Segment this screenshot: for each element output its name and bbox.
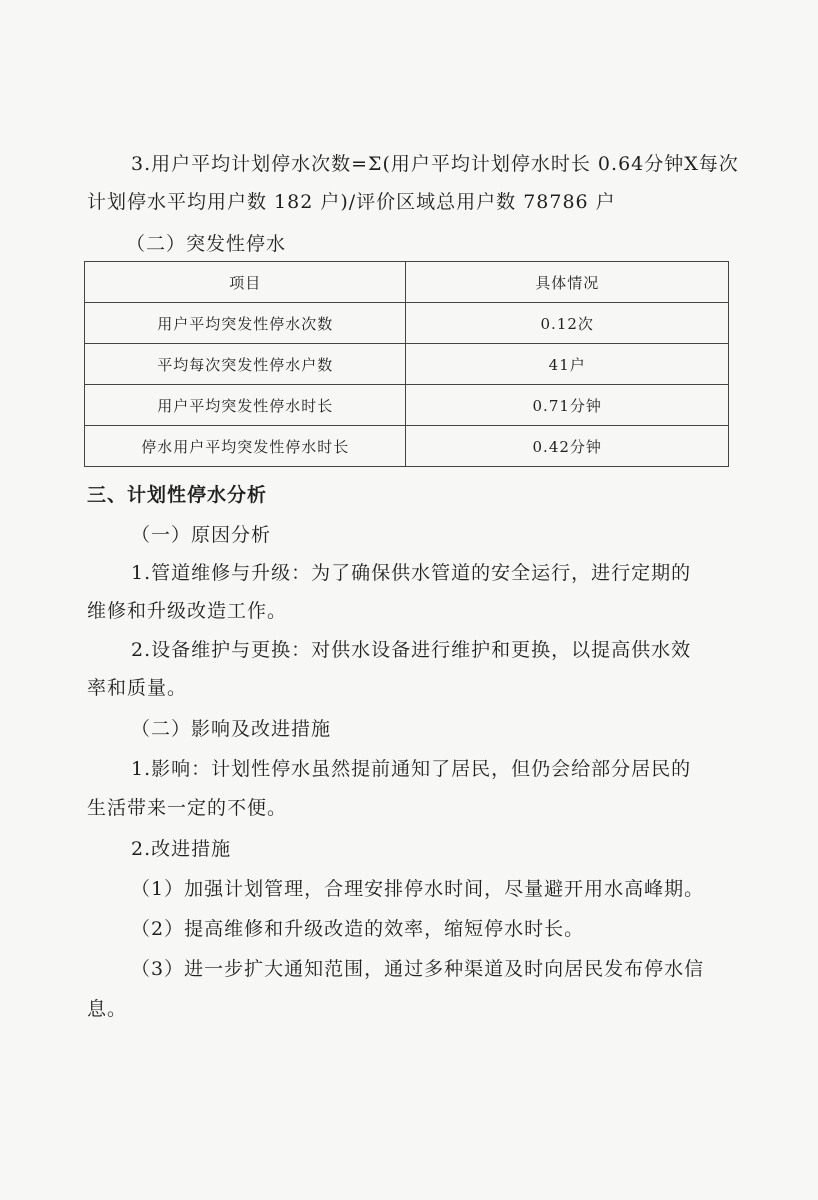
sub1-title: （一）原因分析	[131, 524, 272, 546]
impact-line-1: 1.影响：计划性停水虽然提前通知了居民，但仍会给部分居民的	[131, 758, 692, 780]
table-row	[85, 426, 729, 467]
table-row	[85, 303, 729, 344]
formula-line-1: 3.用户平均计划停水次数=Σ(用户平均计划停水时长 0.64分钟X每次	[131, 153, 739, 175]
table-row	[85, 344, 729, 385]
measure-2: （2）提高维修和升级改造的效率，缩短停水时长。	[131, 918, 585, 940]
table-cell-value: 0.71分钟	[406, 385, 729, 426]
cause2-line-2: 率和质量。	[87, 677, 188, 699]
cause2-line-1: 2.设备维护与更换：对供水设备进行维护和更换，以提高供水效	[131, 639, 692, 661]
measure-3-line-1: （3）进一步扩大通知范围，通过多种渠道及时向居民发布停水信	[131, 958, 705, 980]
table-row	[85, 385, 729, 426]
formula-line-2: 计划停水平均用户数 182 户)/评价区域总用户数 78786 户	[87, 191, 616, 213]
table-cell-item: 用户平均突发性停水时长	[85, 385, 406, 426]
cause1-line-2: 维修和升级改造工作。	[87, 600, 288, 622]
sudden-outage-table	[84, 261, 729, 467]
section3-title: 三、计划性停水分析	[87, 484, 268, 506]
cause1-line-1: 1.管道维修与升级：为了确保供水管道的安全运行，进行定期的	[131, 562, 692, 584]
table-header-item: 项目	[85, 262, 406, 303]
table-header-value: 具体情况	[406, 262, 729, 303]
section-sudden-title: （二）突发性停水	[126, 233, 287, 255]
table-cell-item: 停水用户平均突发性停水时长	[85, 426, 406, 467]
table-cell-item: 平均每次突发性停水户数	[85, 344, 406, 385]
table-cell-value: 0.12次	[406, 303, 729, 344]
sub2-title: （二）影响及改进措施	[131, 718, 332, 740]
table-cell-item: 用户平均突发性停水次数	[85, 303, 406, 344]
table-cell-value: 0.42分钟	[406, 426, 729, 467]
table-header-row	[85, 262, 729, 303]
impact-line-2: 生活带来一定的不便。	[87, 797, 288, 819]
improve-title: 2.改进措施	[131, 838, 232, 860]
table-cell-value: 41户	[406, 344, 729, 385]
measure-3-line-2: 息。	[87, 998, 128, 1020]
measure-1: （1）加强计划管理，合理安排停水时间，尽量避开用水高峰期。	[131, 878, 705, 900]
